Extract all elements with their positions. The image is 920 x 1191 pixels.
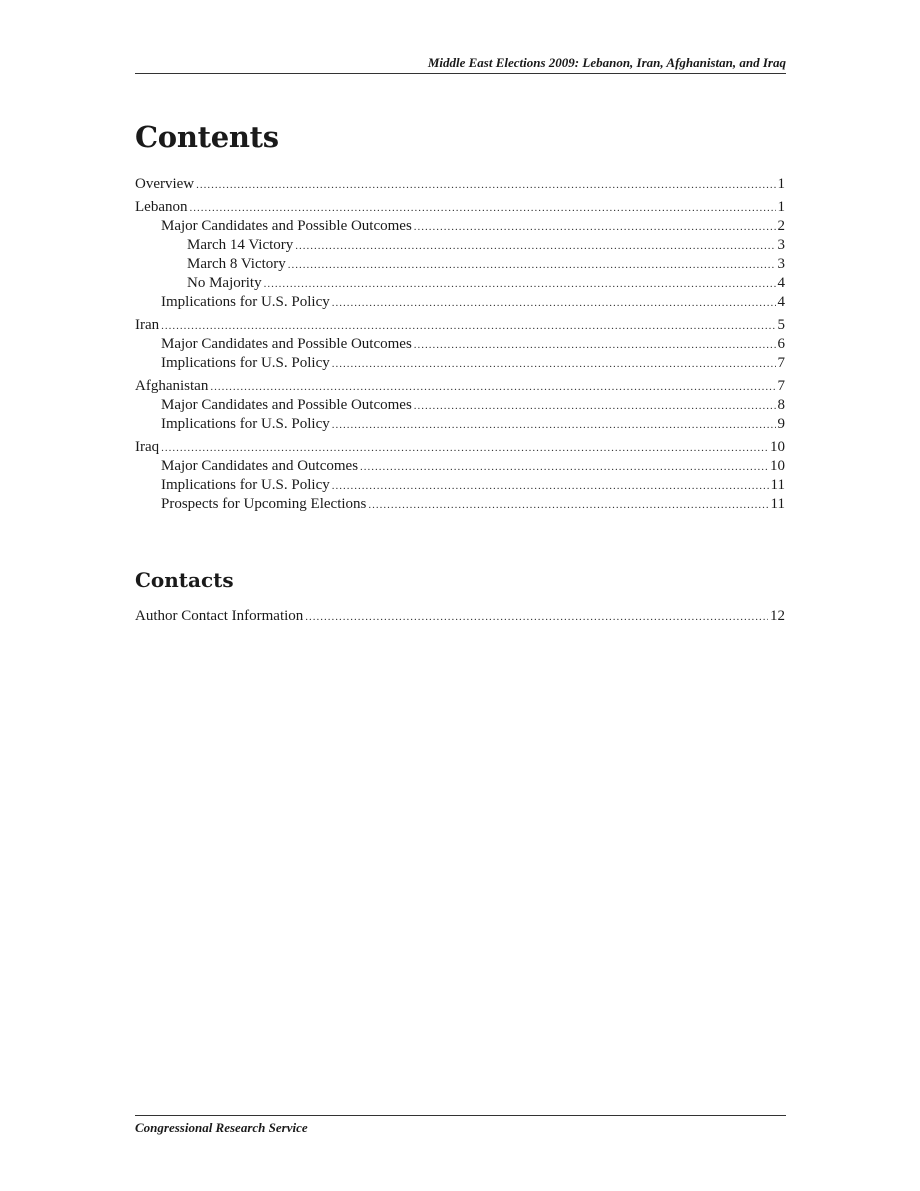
toc-page-number: 10 — [770, 439, 785, 455]
toc-page-number: 8 — [777, 397, 785, 413]
table-of-contents — [135, 175, 785, 514]
toc-page-number: 11 — [770, 496, 785, 512]
toc-entry[interactable] — [135, 607, 785, 626]
toc-leader-dots — [332, 355, 776, 374]
toc-entry[interactable] — [135, 377, 785, 396]
toc-entry-title: No Majority — [187, 275, 262, 291]
toc-leader-dots — [368, 496, 768, 515]
toc-entry-title: Lebanon — [135, 199, 188, 215]
toc-entry[interactable] — [135, 293, 785, 312]
toc-leader-dots — [332, 477, 769, 496]
toc-entry[interactable] — [135, 354, 785, 373]
toc-entry-title: Implications for U.S. Policy — [161, 416, 330, 432]
toc-leader-dots — [210, 378, 775, 397]
toc-leader-dots — [196, 176, 775, 195]
toc-entry[interactable] — [135, 495, 785, 514]
toc-leader-dots — [305, 608, 768, 627]
contacts-heading: Contacts — [135, 568, 234, 592]
toc-entry-title: Overview — [135, 176, 195, 192]
running-footer: Congressional Research Service — [135, 1115, 786, 1136]
toc-page-number: 6 — [777, 336, 785, 352]
toc-entry[interactable] — [135, 476, 785, 495]
toc-leader-dots — [332, 294, 776, 313]
toc-entry[interactable] — [135, 438, 785, 457]
toc-page-number: 5 — [777, 317, 785, 333]
toc-entry[interactable] — [135, 236, 785, 255]
toc-leader-dots — [288, 256, 776, 275]
toc-entry-title: Major Candidates and Possible Outcomes — [161, 218, 412, 234]
toc-entry[interactable] — [135, 335, 785, 354]
toc-page-number: 3 — [777, 237, 785, 253]
toc-page-number: 3 — [777, 256, 785, 272]
toc-entry-title: March 8 Victory — [187, 256, 286, 272]
toc-page-number: 11 — [770, 477, 785, 493]
toc-entry-title: Afghanistan — [135, 378, 209, 394]
toc-entry-title: Author Contact Information — [135, 608, 304, 624]
toc-entry-title: Implications for U.S. Policy — [161, 477, 330, 493]
toc-entry-title: Implications for U.S. Policy — [161, 355, 330, 371]
toc-entry-title: Major Candidates and Outcomes — [161, 458, 359, 474]
toc-page-number: 10 — [770, 458, 785, 474]
toc-entry[interactable] — [135, 255, 785, 274]
toc-entry[interactable] — [135, 457, 785, 476]
toc-entry[interactable] — [135, 198, 785, 217]
toc-entry[interactable] — [135, 274, 785, 293]
toc-entry-title: Prospects for Upcoming Elections — [161, 496, 367, 512]
toc-leader-dots — [414, 397, 776, 416]
toc-leader-dots — [161, 317, 775, 336]
contents-heading: Contents — [135, 120, 279, 154]
toc-page-number: 4 — [777, 275, 785, 291]
contacts-list — [135, 607, 785, 626]
toc-entry-title: Iran — [135, 317, 160, 333]
toc-leader-dots — [414, 336, 776, 355]
toc-entry[interactable] — [135, 217, 785, 236]
toc-entry[interactable] — [135, 175, 785, 194]
toc-page-number: 4 — [777, 294, 785, 310]
toc-entry[interactable] — [135, 316, 785, 335]
toc-entry[interactable] — [135, 396, 785, 415]
toc-entry-title: March 14 Victory — [187, 237, 294, 253]
toc-leader-dots — [161, 439, 768, 458]
toc-page-number: 7 — [777, 378, 785, 394]
toc-entry[interactable] — [135, 415, 785, 434]
toc-leader-dots — [332, 416, 776, 435]
toc-entry-title: Major Candidates and Possible Outcomes — [161, 336, 412, 352]
toc-leader-dots — [264, 275, 776, 294]
toc-leader-dots — [414, 218, 776, 237]
toc-leader-dots — [360, 458, 768, 477]
toc-entry-title: Major Candidates and Possible Outcomes — [161, 397, 412, 413]
running-header: Middle East Elections 2009: Lebanon, Iran, Afghanistan, and Iraq — [135, 55, 786, 74]
toc-leader-dots — [295, 237, 775, 256]
toc-page-number: 1 — [777, 176, 785, 192]
toc-entry-title: Implications for U.S. Policy — [161, 294, 330, 310]
toc-leader-dots — [189, 199, 775, 218]
toc-page-number: 7 — [777, 355, 785, 371]
toc-entry-title: Iraq — [135, 439, 160, 455]
toc-page-number: 2 — [777, 218, 785, 234]
toc-page-number: 12 — [770, 608, 785, 624]
toc-page-number: 9 — [777, 416, 785, 432]
toc-page-number: 1 — [777, 199, 785, 215]
